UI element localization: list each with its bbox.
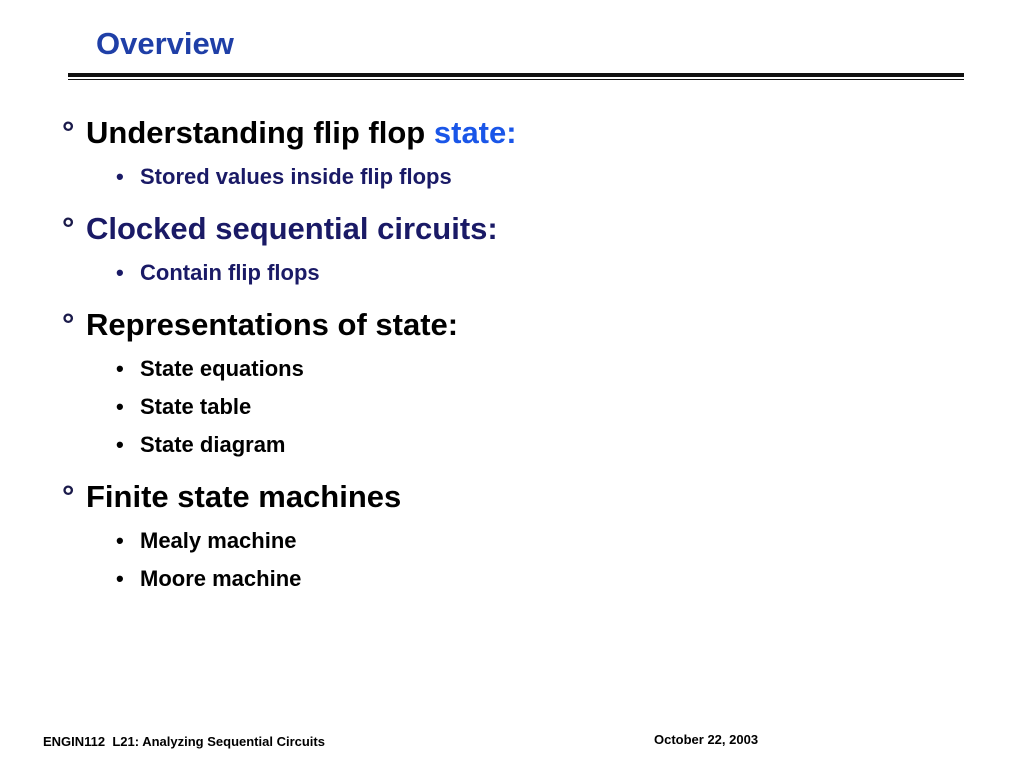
sub-bullet-text: Mealy machine: [140, 528, 297, 553]
bullet-representations-of-state: [62, 307, 458, 343]
bullet-dot: •: [116, 566, 124, 591]
title-rule-thin: [68, 79, 964, 80]
bullet-text: Understanding flip flop: [86, 115, 426, 150]
sub-bullet-state-table: [116, 394, 251, 420]
sub-bullet-text: State diagram: [140, 432, 286, 457]
bullet-dot: •: [116, 432, 124, 457]
bullet-dot: •: [116, 356, 124, 381]
sub-bullet-text: State equations: [140, 356, 304, 381]
sub-bullet-text: State table: [140, 394, 252, 419]
sub-bullet-moore-machine: [116, 566, 301, 592]
title-rule-thick: [68, 73, 964, 77]
sub-bullet-contain-flip-flops: [116, 260, 320, 286]
sub-bullet-text: Stored values inside flip flops: [140, 164, 452, 189]
degree-marker: °: [62, 115, 75, 150]
footer-course-info: ENGIN112 L21: Analyzing Sequential Circuits: [43, 734, 325, 749]
sub-bullet-state-equations: [116, 356, 304, 382]
sub-bullet-state-diagram: [116, 432, 286, 458]
bullet-clocked-sequential-circuits: [62, 211, 498, 247]
bullet-finite-state-machines: [62, 479, 401, 515]
sub-bullet-text: Contain flip flops: [140, 260, 320, 285]
footer-date: October 22, 2003: [654, 732, 759, 747]
bullet-dot: •: [116, 164, 124, 189]
sub-bullet-mealy-machine: [116, 528, 297, 554]
bullet-highlight-state: state:: [433, 115, 517, 150]
bullet-text: Representations of state:: [86, 307, 459, 342]
bullet-text: Clocked sequential circuits:: [86, 211, 498, 246]
degree-marker: °: [62, 307, 75, 342]
sub-bullet-stored-values: [116, 164, 452, 190]
degree-marker: °: [62, 211, 75, 246]
slide-title: Overview: [96, 26, 234, 61]
bullet-dot: •: [116, 528, 124, 553]
degree-marker: °: [62, 479, 75, 514]
bullet-dot: •: [116, 394, 124, 419]
sub-bullet-text: Moore machine: [140, 566, 302, 591]
bullet-dot: •: [116, 260, 124, 285]
bullet-understanding-flip-flop-state: [62, 115, 517, 151]
bullet-text: Finite state machines: [86, 479, 402, 514]
